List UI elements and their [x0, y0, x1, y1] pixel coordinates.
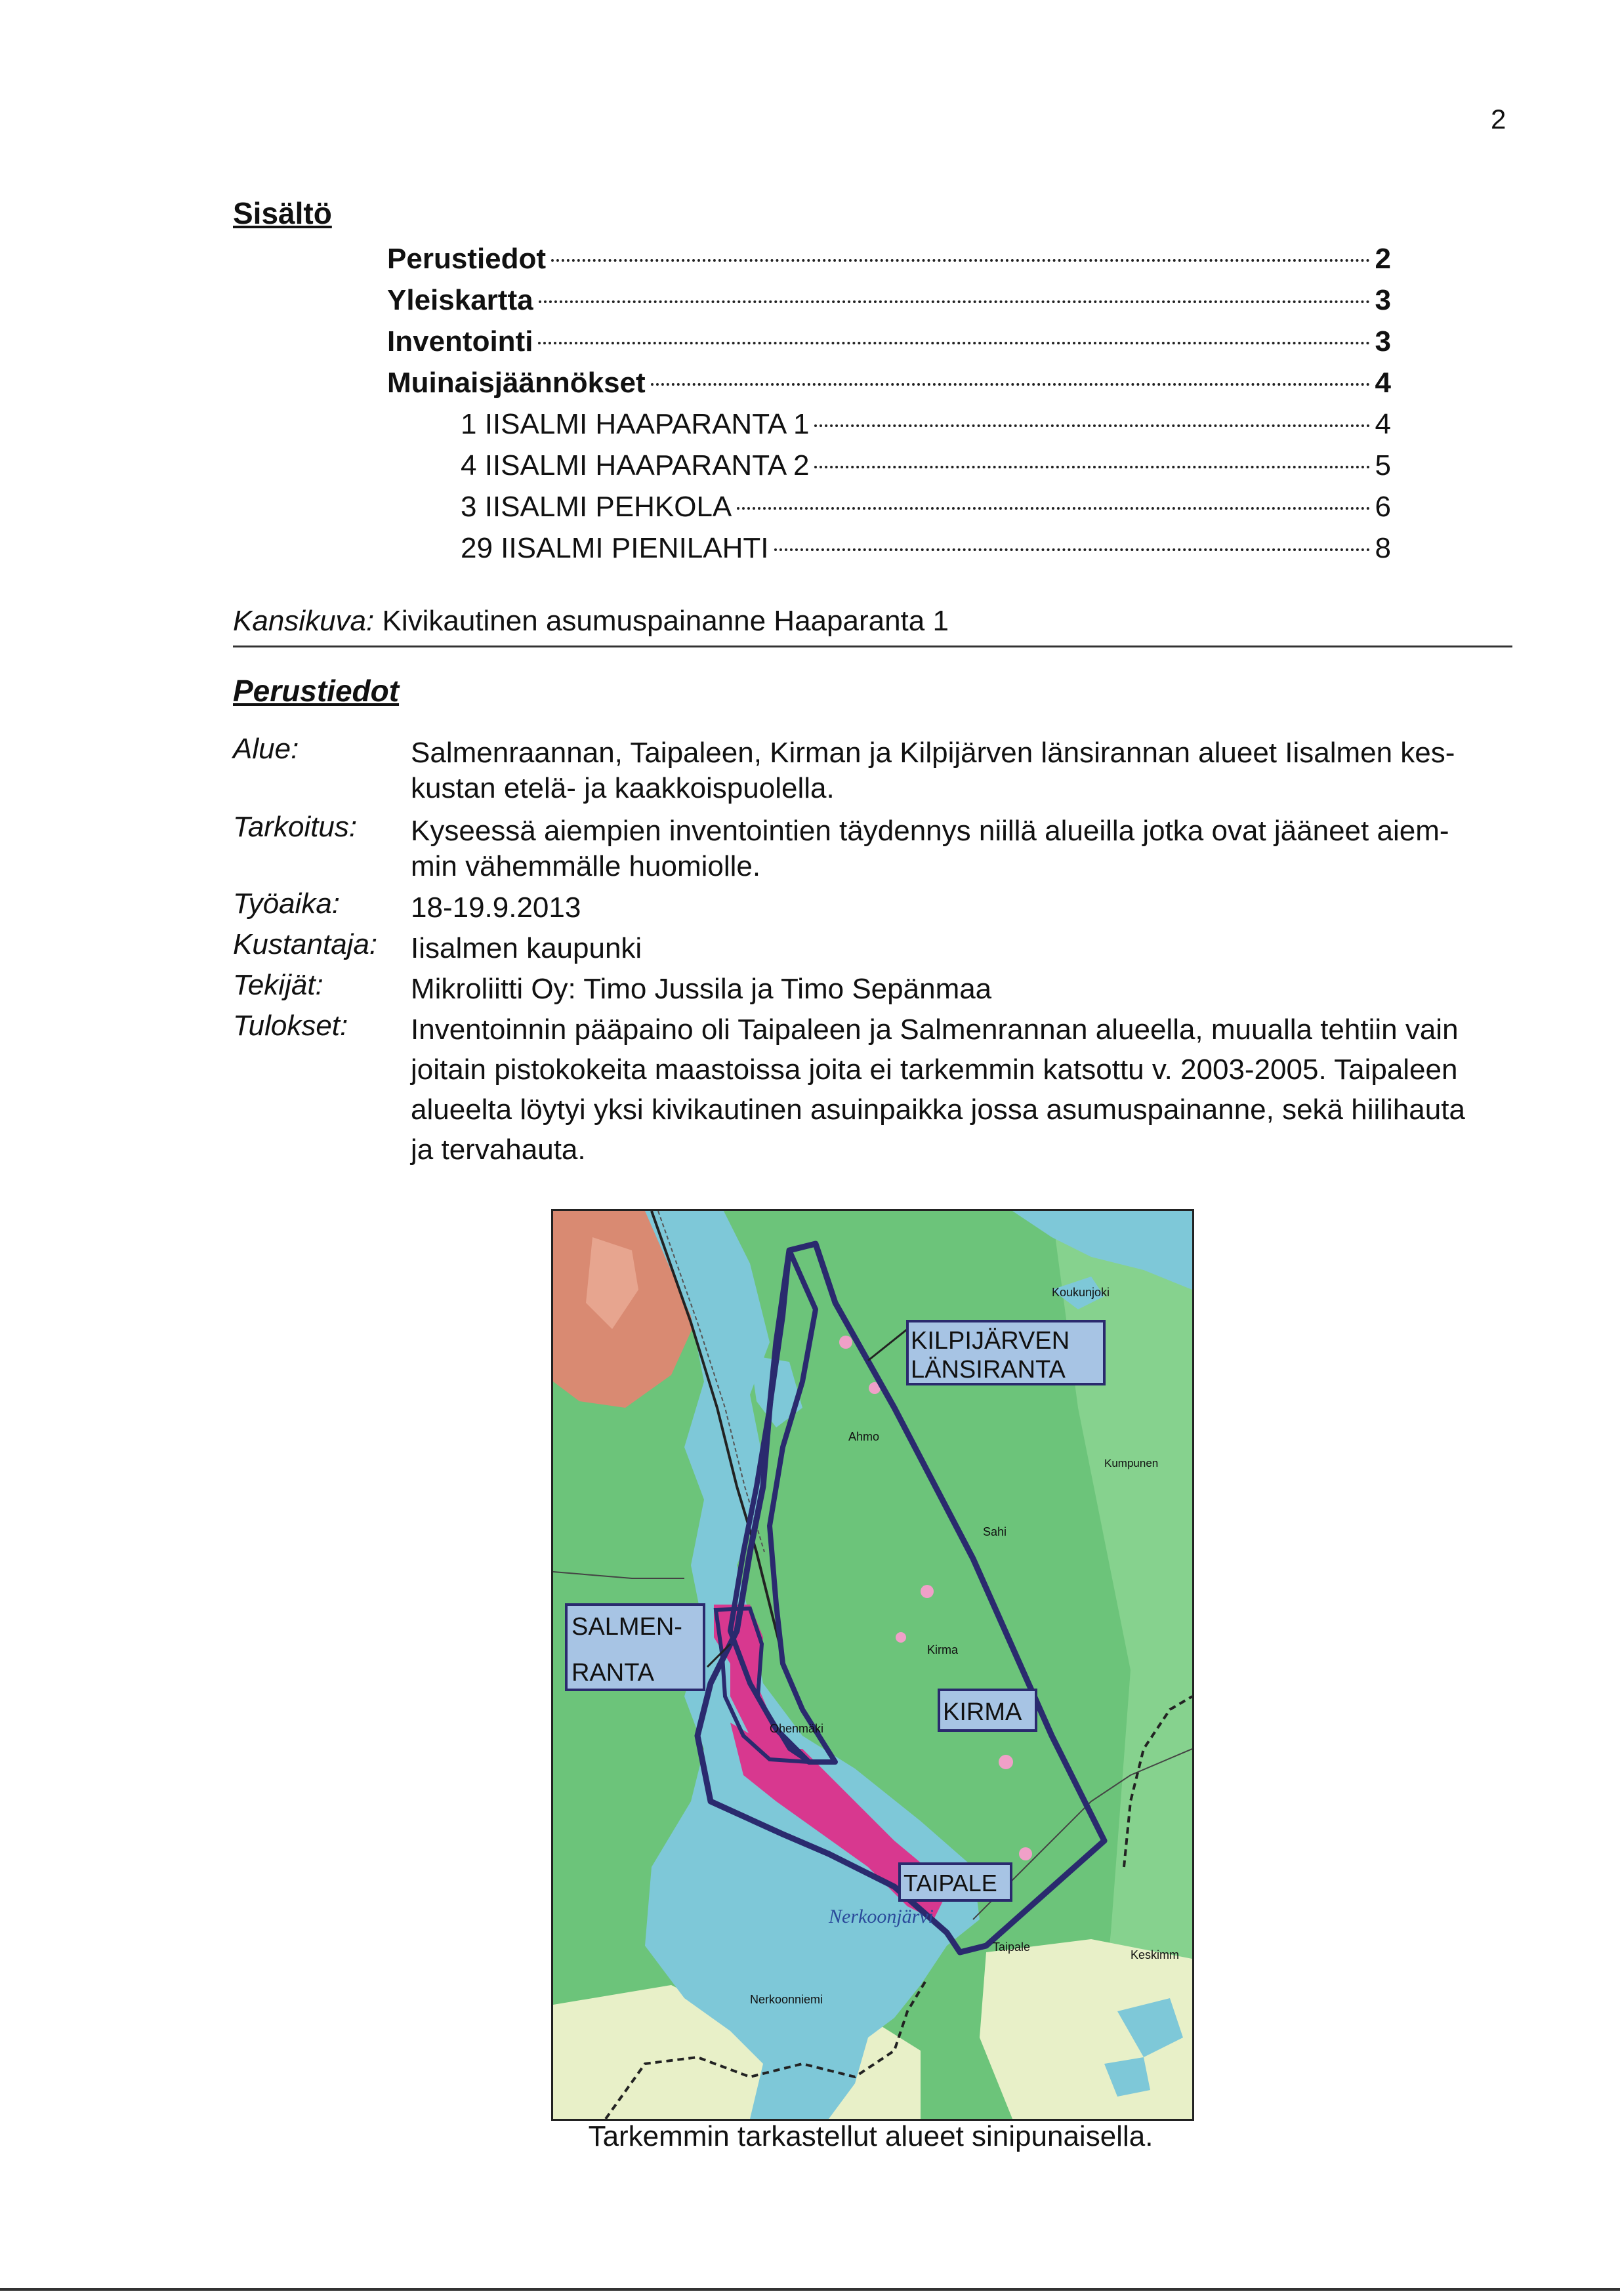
toc-entry-page: 3: [1375, 325, 1391, 358]
toc-leader: [539, 300, 1370, 303]
toc-entry-label: Muinaisjäännökset: [387, 367, 646, 399]
field-line: Inventoinnin pääpaino oli Taipaleen ja Salmenrannan alueella, muualla tehtiin vain: [411, 1014, 1459, 1046]
map-label-kirma: [939, 1690, 1036, 1731]
map-place-name: Koukunjoki: [1052, 1286, 1110, 1299]
toc-entry-page: 4: [1375, 367, 1391, 399]
map-area-name: SALMEN-: [571, 1613, 682, 1641]
map-label-salmenranta: [566, 1605, 704, 1690]
cover-label: Kansikuva:: [233, 605, 375, 637]
map-place-name: Keskimm: [1131, 1948, 1180, 1961]
map-place-name: Ahmo: [848, 1430, 880, 1443]
toc-leader: [737, 507, 1369, 510]
toc-entry-page: 5: [1375, 449, 1391, 482]
toc-leader: [814, 424, 1369, 427]
map-site-dot: [999, 1755, 1013, 1769]
toc-entry-label: Yleiskartta: [387, 284, 533, 316]
map-site-dot: [921, 1585, 934, 1598]
cover-caption: [233, 605, 949, 638]
map-site-dot: [1019, 1847, 1032, 1860]
field-label-tyoaika: Työaika:: [233, 888, 341, 920]
field-line: joitain pistokokeita maastoissa joita ei tarkemmin katsottu v. 2003-2005. Taipaleen: [411, 1054, 1458, 1086]
map-canvas: [553, 1211, 1192, 2119]
cover-text: Kivikautinen asumuspainanne Haaparanta 1: [382, 605, 949, 637]
map-area-name: KILPIJÄRVEN: [911, 1327, 1070, 1355]
toc-entry-label: Perustiedot: [387, 243, 547, 275]
toc-entry[interactable]: [461, 532, 1391, 574]
overview-map: [551, 1209, 1194, 2121]
map-area-name: LÄNSIRANTA: [911, 1356, 1066, 1384]
map-site-dot: [839, 1336, 852, 1349]
field-line: alueelta löytyi yksi kivikautinen asuinpaikka jossa asumuspainanne, sekä hiilihauta: [411, 1094, 1465, 1126]
map-caption: Tarkemmin tarkastellut alueet sinipunaisella.: [588, 2120, 1153, 2152]
toc-entry-label: 4 IISALMI HAAPARANTA 2: [461, 449, 810, 482]
field-line: 18-19.9.2013: [411, 892, 581, 924]
field-value-tarkoitus: [411, 811, 1513, 886]
scan-edge: [0, 2288, 1620, 2291]
toc-entry[interactable]: [387, 284, 1391, 326]
divider: [233, 646, 1512, 647]
toc-leader: [551, 259, 1369, 262]
toc-heading: Sisältö: [233, 196, 332, 230]
field-label-tekijat: Tekijät:: [233, 969, 323, 1001]
map-area-name: TAIPALE: [903, 1870, 997, 1896]
toc-entry-page: 2: [1375, 243, 1391, 275]
toc-entry-label: 29 IISALMI PIENILAHTI: [461, 532, 769, 564]
toc-entry[interactable]: [387, 243, 1391, 285]
map-area-name: KIRMA: [943, 1698, 1022, 1726]
toc-leader: [651, 383, 1370, 386]
field-line: ja tervahauta.: [411, 1134, 586, 1166]
map-place-name: Nerkoonniemi: [750, 1993, 823, 2006]
toc-leader: [814, 466, 1369, 468]
map-place-name: Taipale: [993, 1940, 1031, 1954]
map-label-kilpijarven: [907, 1321, 1104, 1384]
toc-entry[interactable]: [387, 367, 1391, 409]
toc-leader: [538, 342, 1369, 344]
field-line: min vähemmälle huomiolle.: [411, 850, 761, 882]
toc-entry[interactable]: [461, 449, 1391, 491]
map-place-name: Nerkoonjärvi: [829, 1906, 934, 1927]
map-place-name: Kirma: [927, 1643, 959, 1656]
map-place-name: Ohenmäki: [770, 1722, 824, 1735]
field-value-tulokset: [411, 1010, 1513, 1170]
field-value-kustantaja: [411, 928, 1513, 968]
map-place-name: Sahi: [983, 1525, 1007, 1538]
field-value-alue: [411, 733, 1513, 808]
toc-entry-label: Inventointi: [387, 325, 533, 358]
field-label-tarkoitus: Tarkoitus:: [233, 811, 358, 843]
page-number: 2: [1491, 104, 1506, 134]
map-site-dot: [896, 1632, 906, 1643]
field-label-alue: Alue:: [233, 733, 299, 765]
toc-entry[interactable]: [461, 491, 1391, 533]
field-label-kustantaja: Kustantaja:: [233, 928, 378, 960]
field-line: Salmenraannan, Taipaleen, Kirman ja Kilpijärven länsirannan alueet Iisalmen kes-: [411, 737, 1455, 769]
toc-entry-page: 8: [1375, 532, 1391, 564]
toc-entry[interactable]: [461, 408, 1391, 450]
toc-entry-page: 6: [1375, 491, 1391, 523]
field-label-tulokset: Tulokset:: [233, 1010, 348, 1042]
field-line: kustan etelä- ja kaakkoispuolella.: [411, 772, 835, 804]
toc-entry-label: 3 IISALMI PEHKOLA: [461, 491, 732, 523]
toc-entry-label: 1 IISALMI HAAPARANTA 1: [461, 408, 810, 440]
section-heading: Perustiedot: [233, 674, 400, 708]
field-value-tyoaika: [411, 888, 1513, 928]
toc-entry-page: 4: [1375, 408, 1391, 440]
map-place-name: Kumpunen: [1104, 1457, 1159, 1469]
toc-entry-page: 3: [1375, 284, 1391, 316]
toc-leader: [774, 548, 1370, 551]
toc-entry[interactable]: [387, 325, 1391, 367]
field-line: Kyseessä aiempien inventointien täydennys niillä alueilla jotka ovat jääneet aiem-: [411, 815, 1449, 847]
map-label-taipale: [900, 1864, 1011, 1900]
field-value-tekijat: [411, 969, 1513, 1009]
field-line: Iisalmen kaupunki: [411, 932, 642, 964]
map-area-name: RANTA: [571, 1659, 654, 1687]
field-line: Mikroliitti Oy: Timo Jussila ja Timo Sepänmaa: [411, 973, 992, 1005]
